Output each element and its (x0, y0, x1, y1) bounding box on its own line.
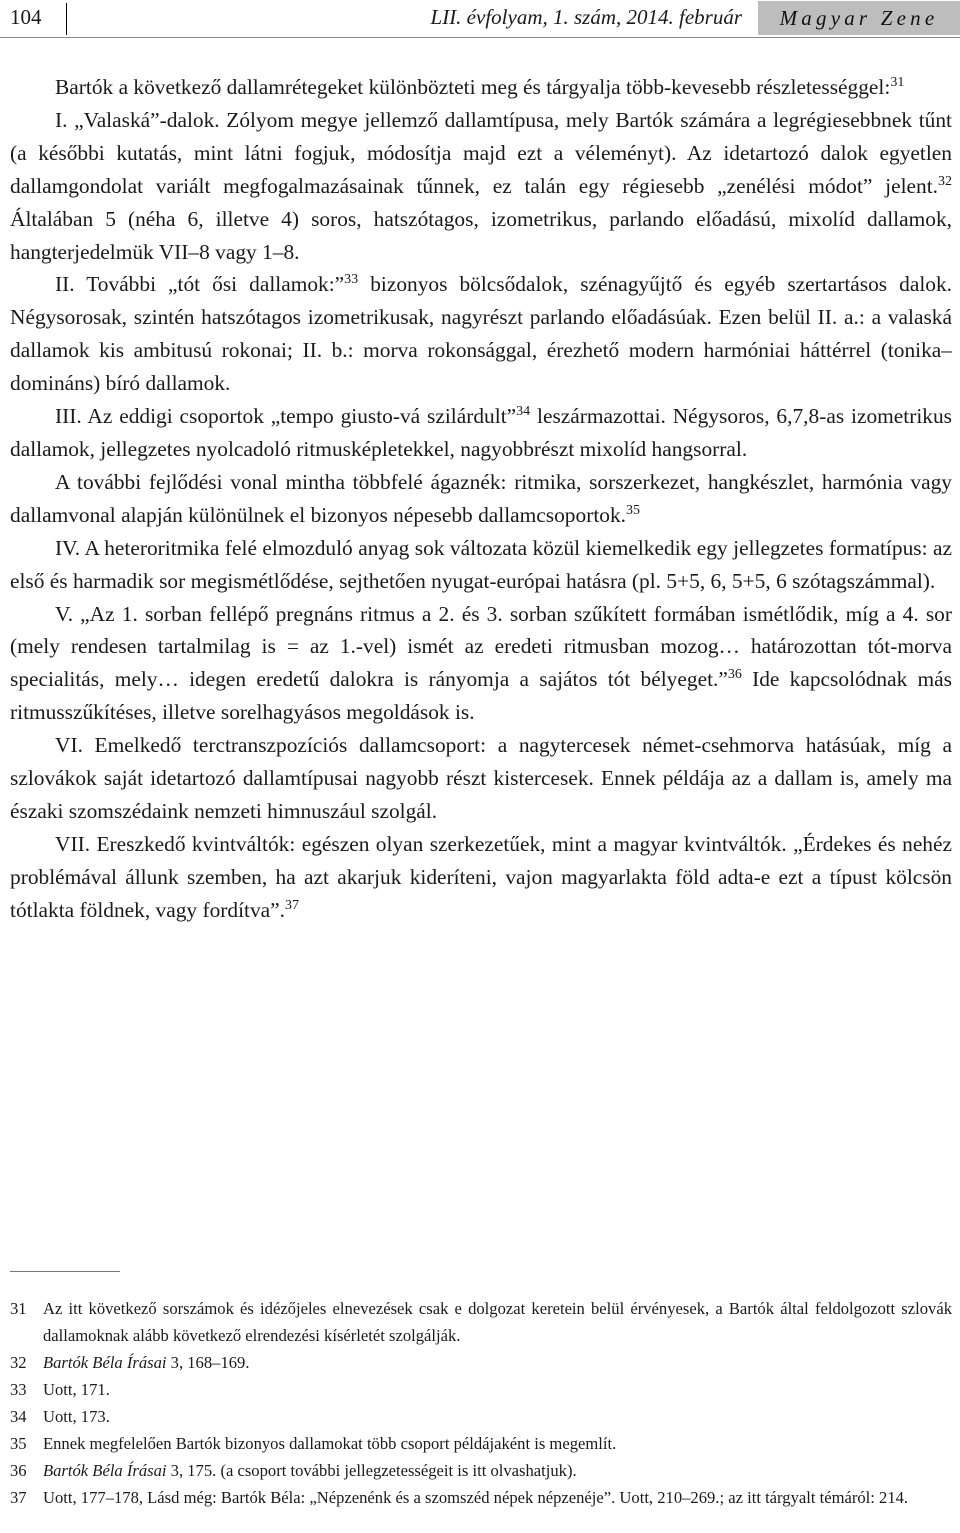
paragraph-v-text-a: V. „Az 1. sorban fellépő pregnáns ritmus a 2. és 3. sorban szűkített formában ismétlődik, míg a 4. sor (mely rendesen tartalmilag is = az 1.-vel) ismét az eredeti ritmusban mozog… határozottan tót-morva specialitás, mely… idegen eredetű dalokra is rányomja a sajátos tót bélyeget.” (10, 601, 952, 692)
article-body (10, 71, 952, 927)
footnote-36 (10, 1457, 952, 1484)
footnote-37 (10, 1484, 952, 1511)
paragraph-ii (10, 268, 952, 400)
paragraph-i-text-b: Általában 5 (néha 6, illetve 4) soros, hatszótagos, izometrikus, parlando előadású, mixolíd dallamok, hangterjedelmük VII–8 vagy 1–8. (10, 206, 952, 264)
header-rule (0, 37, 960, 38)
journal-title: Magyar Zene (758, 1, 960, 35)
footnote-35 (10, 1430, 952, 1457)
footnote-number: 31 (10, 1299, 27, 1318)
paragraph-vi: VI. Emelkedő terctranszpozíciós dallamcsoport: a nagytercesek német-csehmorva hatásúak, míg a szlovákok saját idetartozó dallamtípusai nagyobb részt kistercesek. Ennek példája az a dallam is, amely ma északi szomszédaink nemzeti himnuszául szolgál. (10, 733, 952, 823)
footnote-ref-32[interactable]: 32 (938, 173, 952, 189)
footnote-number: 32 (10, 1353, 27, 1372)
footnote-34 (10, 1403, 952, 1430)
paragraph-vii-text: VII. Ereszkedő kvintváltók: egészen olyan szerkezetűek, mint a magyar kvintváltók. „Érdekes és nehéz problémával állunk szemben, ha azt akarjuk kideríteni, vajon magyarlakta föld adta-e ezt a típust kölcsön tótlakta földnek, vagy fordítva”. (10, 831, 952, 922)
footnote-text: 3, 175. (a csoport további jellegzetességeit is itt olvashatjuk). (166, 1461, 577, 1480)
footnote-number: 37 (10, 1488, 27, 1507)
footnote-number: 34 (10, 1407, 27, 1426)
paragraph-vii (10, 828, 952, 927)
footnotes (10, 1295, 952, 1511)
paragraph-v-text-b: Ide kapcsolódnak más ritmusszűkítéses, illetve sorelhagyásos megoldások is. (10, 667, 953, 725)
paragraph-v (10, 598, 952, 730)
footnote-ref-31[interactable]: 31 (890, 75, 905, 90)
footnote-text: Uott, 173. (43, 1407, 110, 1426)
paragraph-iii-text-a: III. Az eddigi csoportok „tempo giusto-vá szilárdult” (55, 404, 517, 429)
footnote-number: 36 (10, 1461, 27, 1480)
paragraph-development (10, 466, 952, 532)
running-header (0, 0, 960, 40)
footnote-text: Az itt következő sorszámok és idézőjeles elnevezések csak e dolgozat keretein belül érvényesek, a Bartók által feldolgozott szlovák dallamoknak alább következő elrendezési kísérletét szolgálják. (43, 1299, 952, 1345)
footnote-text: Uott, 177–178, Lásd még: Bartók Béla: „Népzenénk és a szomszéd népek népzenéje”. Uott, 210–269.; az itt tárgyalt témáról: 214. (43, 1488, 909, 1507)
paragraph-iii-text-b: leszármazottai. Négysoros, 6,7,8-as izometrikus dallamok, jellegzetes nyolcadoló ritmusképletekkel, nagyobbrészt mixolíd hangsorral. (10, 404, 953, 461)
footnote-ref-37[interactable]: 37 (285, 897, 300, 913)
issue-info: LII. évfolyam, 1. szám, 2014. február (430, 5, 742, 29)
footnote-book-title: Bartók Béla Írásai (43, 1353, 167, 1372)
intro-text: Bartók a következő dallamrétegeket különbözteti meg és tárgyalja több-kevesebb részletességgel: (55, 75, 891, 99)
paragraph-iii (10, 400, 952, 466)
header-divider (66, 3, 67, 35)
footnote-book-title: Bartók Béla Írásai (43, 1461, 167, 1480)
footnote-ref-34[interactable]: 34 (516, 404, 531, 420)
paragraph-i (10, 104, 952, 269)
paragraph-ii-text-a: II. További „tót ősi dallamok:” (55, 272, 345, 297)
footnote-31 (10, 1295, 952, 1349)
footnote-text: Ennek megfelelően Bartók bizonyos dallamokat több csoport példájaként is megemlít. (43, 1434, 617, 1453)
footnote-rule (10, 1271, 120, 1272)
page-number: 104 (10, 5, 42, 29)
paragraph-development-text: A további fejlődési vonal mintha többfelé ágaznék: ritmika, sorszerkezet, hangkészlet, harmónia vagy dallamvonal alapján különülnek el bizonyos népesebb dallamcsoportok. (10, 469, 952, 527)
intro-paragraph (10, 71, 952, 104)
footnote-number: 33 (10, 1380, 27, 1399)
paragraph-ii-text-b: bizonyos bölcsődalok, szénagyűjtő és egyéb szertartásos dalok. Négysorosak, szintén hatszótagos izometrikusak, nagyrészt parlando előadásúak. Ezen belül II. a.: a valaská dallamok kis ambitusú rokonai; II. b.: morva rokonsággal, érezhető modern harmóniai háttérrel (tonika–domináns) bíró dallamok. (10, 272, 952, 396)
footnote-ref-35[interactable]: 35 (626, 502, 641, 518)
footnote-text: 3, 168–169. (166, 1353, 250, 1372)
footnote-ref-33[interactable]: 33 (344, 272, 359, 288)
paragraph-iv: IV. A heteroritmika felé elmozduló anyag sok változata közül kiemelkedik egy jellegzetes formatípus: az első és harmadik sor megismétlődése, sejthetően nyugat-európai hatásra (pl. 5+5, 6, 5+5, 6 szótagszámmal). (10, 535, 952, 593)
footnote-number: 35 (10, 1434, 27, 1453)
footnote-32 (10, 1349, 952, 1376)
footnote-33 (10, 1376, 952, 1403)
footnote-text: Uott, 171. (43, 1380, 110, 1399)
paragraph-i-text-a: I. „Valaská”-dalok. Zólyom megye jellemző dallamtípusa, mely Bartók számára a legrégiesebbnek tűnt (a későbbi kutatás, mint látni fogjuk, módosítja majd ezt a véleményt). Az idetartozó dalok egyetlen dallamgondolat variált megfogalmazásainak tűnnek, ez talán egy régiesebb „zenélési módot” jelent. (10, 107, 952, 198)
footnote-ref-36[interactable]: 36 (727, 667, 742, 683)
